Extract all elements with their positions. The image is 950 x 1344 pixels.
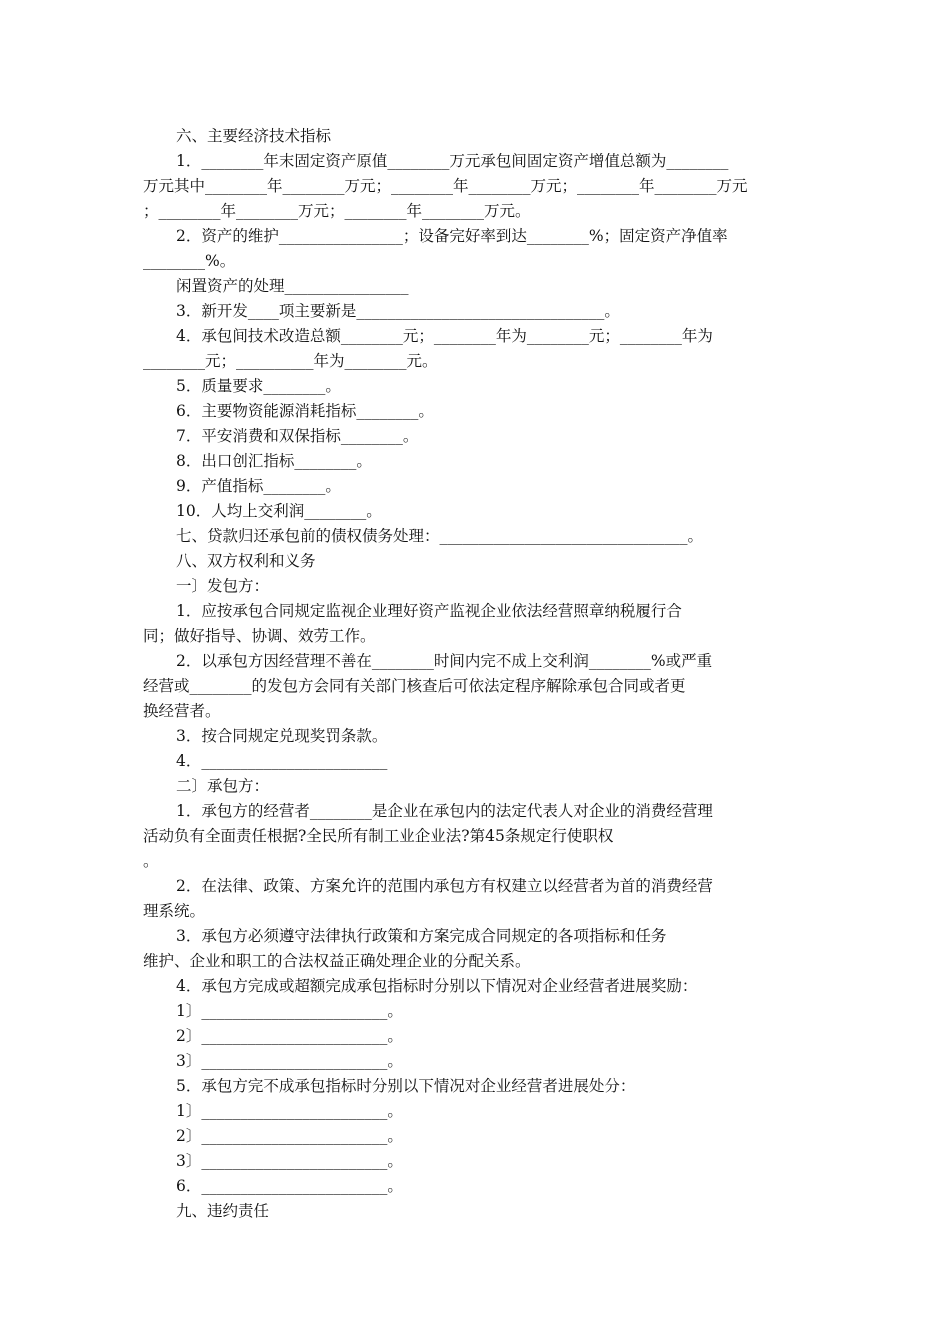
text-line: 维护、企业和职工的合法权益正确处理企业的分配关系。 [143, 952, 531, 970]
text-line: 闲置资产的处理________________ [176, 277, 409, 295]
text-line: 2．以承包方因经营理不善在________时间内完不成上交利润________%或严重 [176, 652, 713, 670]
text-line: 2．在法律、政策、方案允许的范围内承包方有权建立以经营者为首的消费经营 [176, 877, 713, 895]
text-line: 5．质量要求________。 [176, 377, 341, 395]
text-line: 1．应按承包合同规定监视企业理好资产监视企业依法经营照章纳税履行合 [176, 602, 682, 620]
text-line: 。 [143, 852, 159, 870]
text-line: 活动负有全面责任根据?全民所有制工业企业法?第45条规定行使职权 [143, 827, 614, 845]
text-line: 3〕________________________。 [176, 1052, 403, 1070]
subsection-heading: 二〕承包方： [176, 777, 270, 795]
text-line: 2〕________________________。 [176, 1127, 403, 1145]
text-line: 5．承包方完不成承包指标时分别以下情况对企业经营者进展处分： [176, 1077, 636, 1095]
text-line: 9．产值指标________。 [176, 477, 341, 495]
text-line: 万元其中________年________万元；________年________万元；________年________万元 [143, 177, 748, 195]
text-line: 2〕________________________。 [176, 1027, 403, 1045]
text-line: 6．主要物资能源消耗指标________。 [176, 402, 434, 420]
text-line: 7．平安消费和双保指标________。 [176, 427, 419, 445]
section-heading: 七、贷款归还承包前的债权债务处理：________________________________。 [176, 527, 704, 545]
text-line: ________%。 [143, 252, 236, 270]
text-line: 3．新开发____项主要新是________________________________。 [176, 302, 620, 320]
text-line: 4．承包间技术改造总额________元；________年为________元；________年为 [176, 327, 713, 345]
text-line: 1．________年末固定资产原值________万元承包间固定资产增值总额为________ [176, 152, 729, 170]
text-line: 同；做好指导、协调、效劳工作。 [143, 627, 376, 645]
text-line: 经营或________的发包方会同有关部门核查后可依法定程序解除承包合同或者更 [143, 677, 686, 695]
text-line: 10．人均上交利润________。 [176, 502, 382, 520]
text-line: 3．按合同规定兑现奖罚条款。 [176, 727, 388, 745]
text-line: ________元；__________年为________元。 [143, 352, 438, 370]
section-heading: 九、违约责任 [176, 1202, 270, 1220]
text-line: 1〕________________________。 [176, 1002, 403, 1020]
text-line: 3．承包方必须遵守法律执行政策和方案完成合同规定的各项指标和任务 [176, 927, 667, 945]
text-line: 2．资产的维护________________；设备完好率到达________%；固定资产净值率 [176, 227, 728, 245]
text-line: 1〕________________________。 [176, 1102, 403, 1120]
text-line: 理系统。 [143, 902, 206, 920]
text-line: 3〕________________________。 [176, 1152, 403, 1170]
section-heading: 六、主要经济技术指标 [176, 127, 332, 145]
text-line: 4．________________________ [176, 752, 388, 770]
subsection-heading: 一〕发包方： [176, 577, 270, 595]
text-line: ；________年________万元；________年________万元。 [143, 202, 531, 220]
section-heading: 八、双方权利和义务 [176, 552, 316, 570]
text-line: 8．出口创汇指标________。 [176, 452, 372, 470]
text-line: 1．承包方的经营者________是企业在承包内的法定代表人对企业的消费经营理 [176, 802, 713, 820]
text-line: 换经营者。 [143, 702, 221, 720]
text-line: 4．承包方完成或超额完成承包指标时分别以下情况对企业经营者进展奖励： [176, 977, 698, 995]
text-line: 6．________________________。 [176, 1177, 403, 1195]
